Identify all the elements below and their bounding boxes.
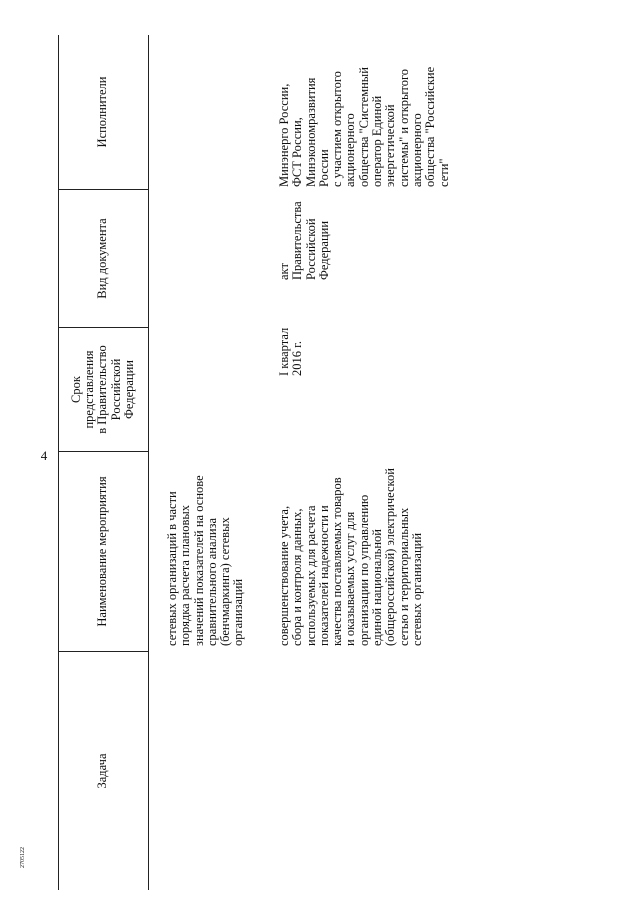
header-bottom-border: [148, 35, 149, 890]
header-name: Наименование мероприятия: [95, 476, 110, 627]
row-2-name: совершенствование учета, сбора и контроля данных, используемых для расчета показателей надежности и качества поставляемых товаров и оказываемых услуг для организации по управлению единой национальной (общероссийской) электрической сетью и территориальных сетевых организаций: [277, 468, 424, 646]
header-document-type: Вид документа: [95, 218, 110, 299]
row-2-deadline: I квартал 2016 г.: [277, 327, 305, 376]
header-deadline: Срок представления в Правительство Российской Федерации: [68, 345, 136, 434]
document-stamp: [20, 828, 31, 868]
row-2-executors: Минэнерго России, ФСТ России, Минэкономразвития России с участием открытого акционерного общества "Системный оператор Единой энергетической системы" и открытого акционерного общества "Российские сети": [277, 66, 451, 187]
header-executors: Исполнители: [95, 76, 110, 148]
row-2-document-type: акт Правительства Российской Федерации: [277, 201, 331, 280]
stamp-text: 2705122: [20, 847, 26, 868]
page-number: 4: [40, 448, 48, 463]
rotated-table: [58, 35, 488, 890]
row-1-name: сетевых организаций в части порядка расчета плановых значений показателей на основе сравнительного анализа (бенчмаркинга) сетевых организаций: [165, 475, 246, 646]
header-task: Задача: [95, 753, 110, 789]
